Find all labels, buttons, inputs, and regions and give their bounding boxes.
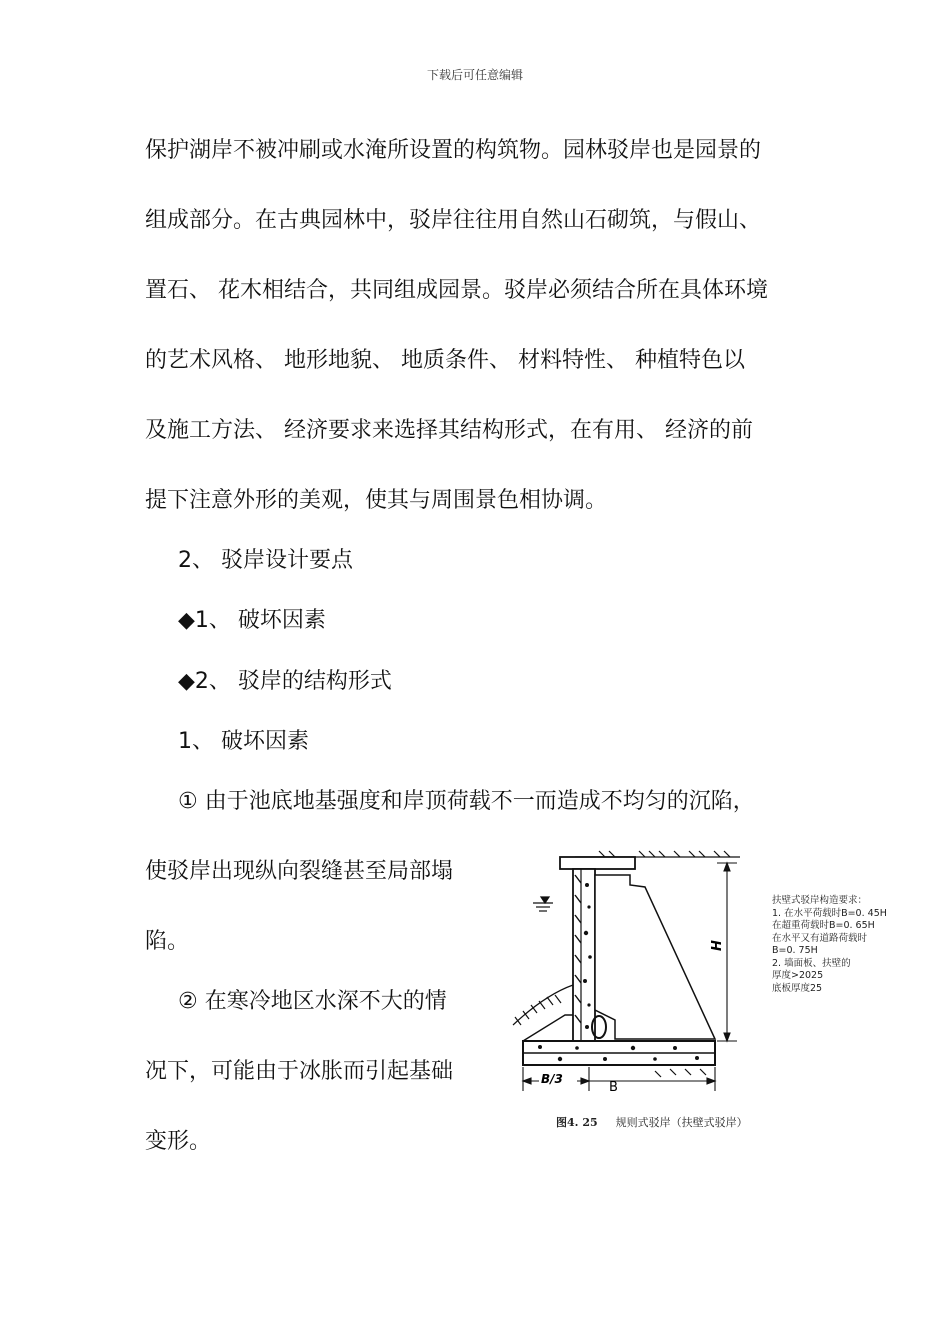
note-line: 在水平又有道路荷载时 [772,932,868,944]
paragraph-line: 及施工方法、 经济要求来选择其结构形式，在有用、 经济的前 [145,418,753,443]
outline-item: ◆1、 破坏因素 [178,608,326,633]
page-header: 下载后可任意编辑 [426,68,523,82]
outline-item: ◆2、 驳岸的结构形式 [178,669,392,694]
item1-line: 使驳岸出现纵向裂缝甚至局部塌 [145,859,454,884]
note-line: 底板厚度25 [772,982,823,994]
figure-notes [772,895,887,995]
note-line: 1. 在水平荷载时B=0. 45H [772,907,887,919]
item1-line: 陷。 [145,929,190,954]
caption-number: 图4. 25 [556,1116,598,1129]
figure-caption [556,1114,748,1130]
note-line: 厚度>2025 [772,970,824,981]
paragraph-line: 组成部分。在古典园林中，驳岸往往用自然山石砌筑，与假山、 [145,208,762,233]
paragraph-line: 提下注意外形的美观，使其与周围景色相协调。 [145,488,608,513]
label-h: H [710,940,725,951]
item2-line: 变形。 [145,1129,212,1154]
section-heading: 2、 驳岸设计要点 [178,548,353,573]
water-level-icon [533,897,553,911]
item2-line: 况下，可能由于冰胀而引起基础 [145,1059,454,1084]
height-dimension [717,863,737,1041]
note-line: B=0. 75H [772,945,818,956]
note-line: 扶壁式驳岸构造要求： [772,895,868,906]
paragraph-line: 的艺术风格、 地形地貌、 地质条件、 材料特性、 种植特色以 [145,348,745,373]
caption-text: 规则式驳岸（扶壁式驳岸） [615,1116,748,1129]
item2-line: ② 在寒冷地区水深不大的情 [178,989,447,1014]
note-line: 在超重荷载时B=0. 65H [772,920,875,931]
paragraph-line: 置石、 花木相结合，共同组成园景。驳岸必须结合所在具体环境 [145,278,768,303]
buttress [595,875,715,1039]
label-b3: B/3 [541,1072,563,1086]
paragraph-line: 保护湖岸不被冲刷或水淹所设置的构筑物。园林驳岸也是园景的 [145,138,762,163]
wall-coping [560,857,635,869]
note-line: 2. 墙面板、扶壁的 [772,957,851,969]
ground-surface [575,851,740,857]
item1-line: ① 由于池底地基强度和岸顶荷载不一而造成不均匀的沉陷， [178,789,755,814]
label-b: B [609,1080,618,1095]
subsection-heading: 1、 破坏因素 [178,729,309,754]
retaining-wall-diagram [505,845,765,1105]
